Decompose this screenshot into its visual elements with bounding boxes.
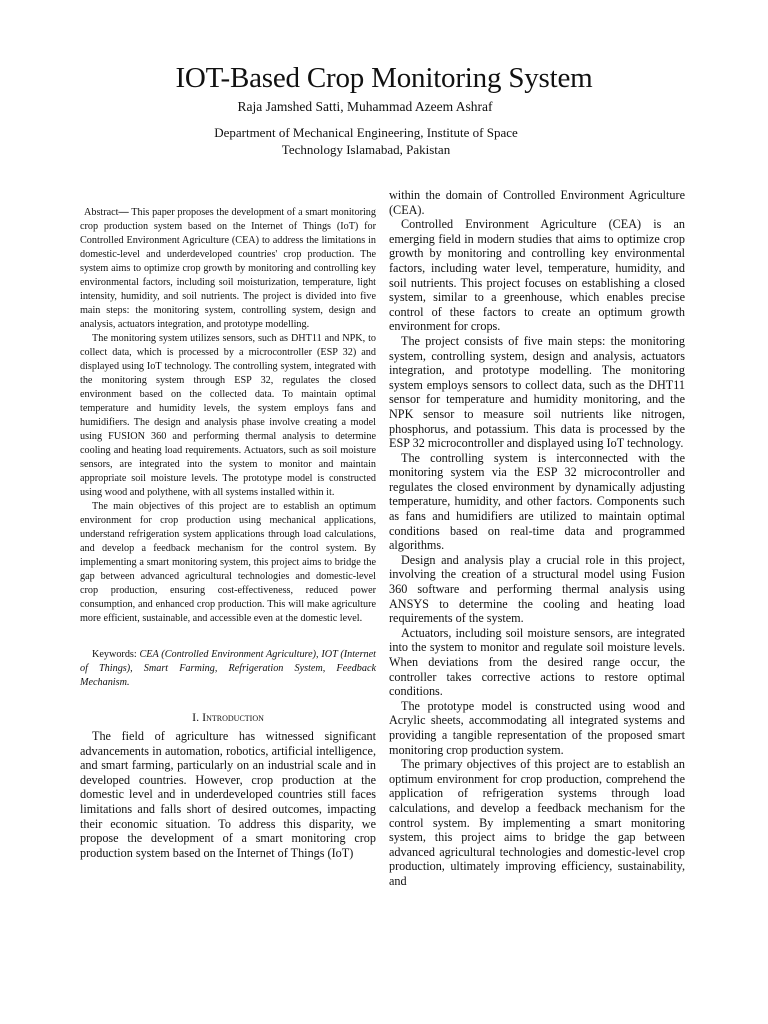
- section-heading-introduction: [80, 710, 376, 725]
- affiliation-line-2: Technology Islamabad, Pakistan: [281, 142, 451, 157]
- abstract-text-1: This paper proposes the development of a smart monitoring crop production system based on the Internet of Things (IoT) for Controlled Environment Agriculture (CEA) to address the limitations in domestic-level and underdeveloped countries' crop production. The system aims to optimize crop growth by monitoring and controlling key environmental factors, including soil moisturization, temperature, light intensity, humidity, and soil nutrients. The project is divided into five main steps: the monitoring system, controlling system, design and analysis, actuators integration, and prototype modelling.: [80, 207, 376, 330]
- paper-affiliation: [0, 124, 732, 158]
- keywords: [80, 648, 376, 690]
- right-paragraph-1: Controlled Environment Agriculture (CEA) is an emerging field in modern studies that aims to optimize crop growth by monitoring and controlling key environmental factors, including water level, temperature, humidity, and soil nutrients. This project focuses on establishing a closed system, similar to a greenhouse, which enables precise control of these factors to create an optimum growth environment for crops.: [389, 217, 685, 334]
- abstract-paragraph-3: The main objectives of this project are to establish an optimum environment for crop production using mechanical applications, understand refrigeration system applications through load calculations, and develop a feedback mechanism for the control system. By implementing a smart monitoring system, this project aims to bridge the gap between advanced agricultural technologies and domestic-level crop production, ensuring cost-effectiveness, reduced power consumption, and enhanced crop production. This will make agriculture more efficient, sustainable, and accessible even at the domestic level.: [80, 501, 376, 624]
- section-number: I.: [192, 710, 200, 724]
- keywords-text: CEA (Controlled Environment Agriculture), IOT (Internet of Things), Smart Farming, Refrigeration System, Feedback Mechanism.: [80, 649, 376, 688]
- right-paragraph-7: The primary objectives of this project are to establish an optimum environment for crop production, comprehend the application of refrigeration systems through load calculations, and develop a feedback mechanism for the control system. By implementing a smart monitoring system, this project aims to bridge the gap between advanced agricultural technologies and domestic-level crop production, ultimately improving efficiency, sustainability, and: [389, 757, 685, 888]
- left-column: [80, 206, 376, 860]
- introduction-body: [80, 729, 376, 860]
- abstract-paragraph-2: The monitoring system utilizes sensors, such as DHT11 and NPK, to collect data, which is processed by a microcontroller (ESP 32) and displayed using IoT technology. The controlling system, integrated with the monitoring system through ESP 32, regulates the closed environment based on the collected data. To maintain optimal temperature and humidity levels, the system employs fans and humidifiers. The design and analysis phase involve creating a model using FUSION 360 and performing thermal analysis to determine cooling and heating load requirements. Actuators, such as soil moisture sensors, are integrated into the system to monitor and maintain appropriate soil moisture levels. The prototype model is constructed using wood and polythene, with all systems installed within it.: [80, 333, 376, 498]
- affiliation-line-1: Department of Mechanical Engineering, Institute of Space: [214, 125, 518, 140]
- paper-title: IOT-Based Crop Monitoring System: [175, 62, 593, 94]
- abstract: [80, 206, 376, 626]
- paper-authors: Raja Jamshed Satti, Muhammad Azeem Ashraf: [237, 99, 493, 114]
- section-title: Introduction: [202, 710, 264, 724]
- abstract-label: Abstract: [84, 207, 119, 218]
- right-paragraph-0: within the domain of Controlled Environment Agriculture (CEA).: [389, 188, 685, 217]
- abstract-dash: —: [118, 207, 129, 218]
- abstract-paragraph-1: [80, 206, 376, 332]
- right-paragraph-3: The controlling system is interconnected with the monitoring system via the ESP 32 microcontroller and regulates the closed environment by dynamically adjusting temperature, humidity, and other factors. Components such as fans and humidifiers are utilized to maintain optimal conditions based on real-time data and programmed algorithms.: [389, 450, 685, 553]
- right-paragraph-2: The project consists of five main steps: the monitoring system, controlling system, design and analysis, actuators integration, and prototype modelling. The monitoring system employs sensors to collect data, such as the DHT11 sensor for temperature and humidity monitoring, and the NPK sensor to measure soil nutrients like nitrogen, phosphorus, and potassium. This data is processed by the ESP 32 microcontroller and displayed using IoT technology.: [389, 333, 685, 451]
- keywords-label: Keywords:: [92, 649, 137, 660]
- introduction-paragraph-1: The field of agriculture has witnessed significant advancements in automation, robotics, artificial intelligence, and smart farming, particularly on an industrial scale and in developed countries. However, crop production at the domestic level and in underdeveloped countries still faces limitations and falls short of desired outcomes, impacting their economic situation. To address this disparity, we propose the development of a smart monitoring crop production system based on the Internet of Things (IoT): [80, 729, 376, 860]
- right-paragraph-6: The prototype model is constructed using wood and Acrylic sheets, accommodating all integrated systems and providing a tangible representation of the proposed smart monitoring crop production system.: [389, 698, 685, 757]
- right-column: [389, 188, 685, 889]
- right-paragraph-4: Design and analysis play a crucial role in this project, involving the creation of a structural model using Fusion 360 software and performing thermal analysis using ANSYS to determine the cooling and heating load requirements of the system.: [389, 552, 685, 626]
- right-paragraph-5: Actuators, including soil moisture sensors, are integrated into the system to monitor and regulate soil moisture levels. When deviations from the desired range occur, the controller takes corrective actions to restore optimal conditions.: [389, 625, 685, 699]
